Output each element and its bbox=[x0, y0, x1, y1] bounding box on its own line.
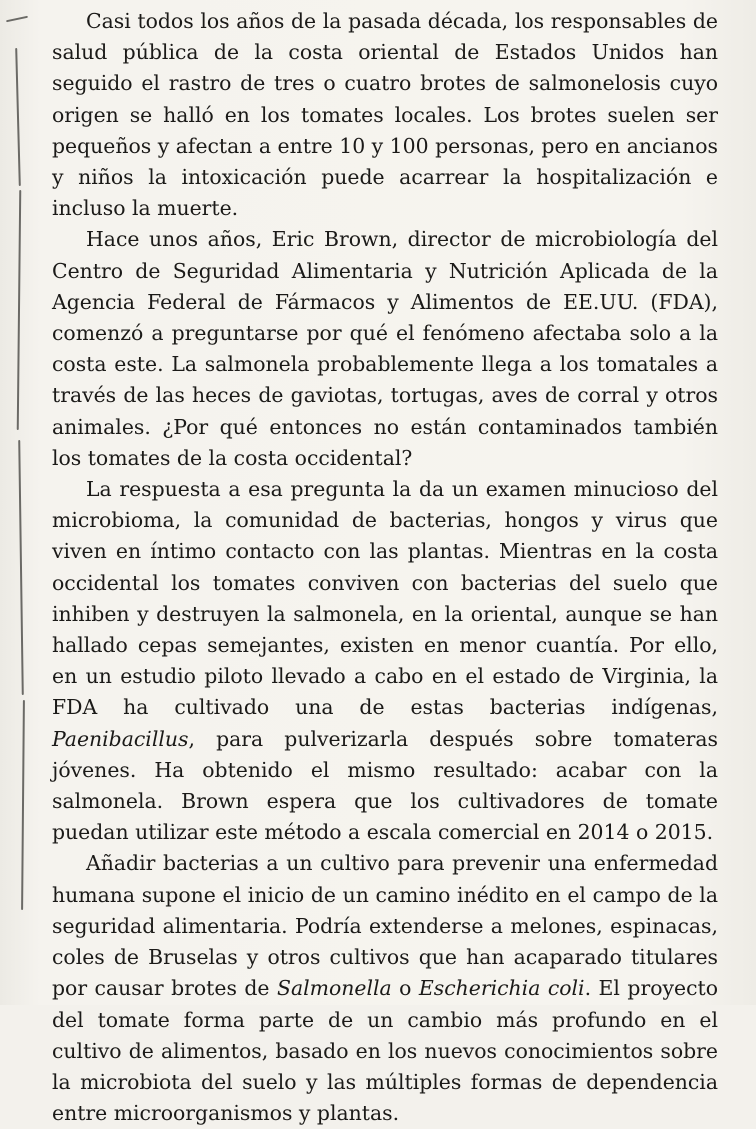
paragraph-3 bbox=[52, 474, 718, 848]
pencil-margin-mark bbox=[15, 48, 21, 186]
italic-term: Paenibacillus bbox=[52, 726, 189, 751]
pencil-margin-mark bbox=[6, 16, 28, 23]
article-body bbox=[52, 6, 718, 1129]
paragraph-1 bbox=[52, 6, 718, 224]
text-run: o bbox=[391, 976, 419, 1001]
paragraph-2 bbox=[52, 224, 718, 474]
text-run: La respuesta a esa pregunta la da un examen minucioso del microbioma, la comunidad de bacterias, hongos y virus que viven en íntimo contacto con las plantas. Mientras en la costa occidental los tomates conviven con bacterias del suelo que inhiben y destruyen la salmonela, en la oriental, aunque se han hallado cepas semejantes, existen en menor cuantía. Por ello, en un estudio piloto llevado a cabo en el estado de Virginia, la FDA ha cultivado una de estas bacterias indígenas, bbox=[52, 477, 718, 720]
text-run: , para pulverizarla después sobre tomateras jóvenes. Ha obtenido el mismo resultado: acabar con la salmonela. Brown espera que los cultivadores de tomate puedan utilizar este método a escala comercial en 2014 o 2015. bbox=[52, 726, 718, 845]
italic-term: Escherichia coli bbox=[418, 976, 585, 1001]
text-run: Hace unos años, Eric Brown, director de microbiología del Centro de Seguridad Alimentaria y Nutrición Aplicada de la Agencia Federal de Fármacos y Alimentos de EE.UU. (FDA), comenzó a preguntarse por qué el fenómeno afectaba solo a la costa este. La salmonela probablemente llega a los tomatales a través de las heces de gaviotas, tortugas, aves de corral y otros animales. ¿Por qué entonces no están contaminados también los tomates de la costa occidental? bbox=[52, 227, 718, 470]
italic-term: Salmonella bbox=[276, 976, 392, 1001]
text-run: . El proyecto del tomate forma parte de un cambio más profundo en el cultivo de alimentos, basado en los nuevos conocimientos sobre la microbiota del suelo y las múltiples formas de dependencia entre microorganismos y plantas. bbox=[52, 976, 718, 1126]
pencil-margin-mark bbox=[18, 440, 24, 695]
pencil-margin-mark bbox=[21, 700, 25, 910]
pencil-margin-mark bbox=[17, 190, 22, 430]
text-run: Añadir bacterias a un cultivo para prevenir una enfermedad humana supone el inicio de un camino inédito en el campo de la seguridad alimentaria. Podría extenderse a melones, espinacas, coles de Bruselas y otros cultivos que han acaparado titulares por causar brotes de bbox=[52, 851, 718, 1001]
text-run: Casi todos los años de la pasada década, los responsables de salud pública de la costa oriental de Estados Unidos han seguido el rastro de tres o cuatro brotes de salmonelosis cuyo origen se halló en los tomates locales. Los brotes suelen ser pequeños y afectan a entre 10 y 100 personas, pero en ancianos y niños la intoxicación puede acarrear la hospitalización e incluso la muerte. bbox=[52, 9, 718, 221]
paragraph-4 bbox=[52, 848, 718, 1129]
